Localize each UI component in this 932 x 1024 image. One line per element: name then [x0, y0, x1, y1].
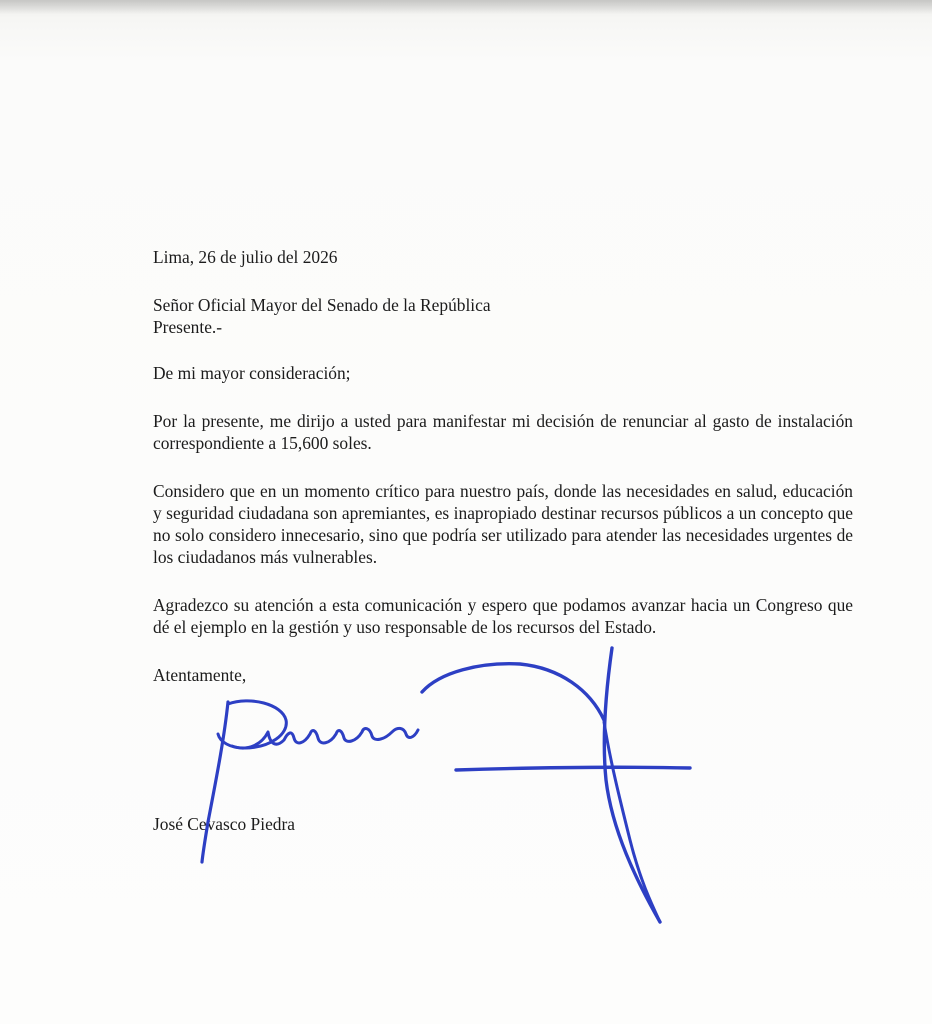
letter-body	[153, 246, 853, 686]
date-line: Lima, 26 de julio del 2026	[153, 247, 338, 267]
recipient-line: Señor Oficial Mayor del Senado de la República	[153, 295, 491, 315]
paragraph-renuncia: Por la presente, me dirijo a usted para manifestar mi decisión de renunciar al gasto de instalación correspondiente a 15,600 soles.	[153, 411, 853, 453]
presente-line: Presente.-	[153, 317, 223, 337]
scan-edge-shadow	[0, 0, 932, 14]
signature-stroke	[202, 702, 228, 862]
greeting-line: De mi mayor consideración;	[153, 363, 351, 383]
signer-name: José Cevasco Piedra	[153, 814, 295, 834]
paragraph-agradecimiento: Agradezco su atención a esta comunicación y espero que podamos avanzar hacia un Congreso que dé el ejemplo en la gestión y uso responsable de los recursos del Estado.	[153, 595, 853, 637]
signature-stroke	[604, 648, 660, 922]
closing-line: Atentamente,	[153, 665, 247, 685]
signature-stroke	[456, 767, 690, 770]
signature-stroke	[232, 728, 418, 748]
paragraph-justificacion: Considero que en un momento crítico para nuestro país, donde las necesidades en salud, educación y seguridad ciudadana son apremiantes, es inapropiado destinar recursos públicos a un concepto que no solo considero innecesario, sino que podría ser utilizado para atender las necesidades urgentes de los ciudadanos más vulnerables.	[153, 481, 853, 567]
signature-stroke	[218, 701, 286, 748]
signature-stroke	[604, 722, 660, 922]
